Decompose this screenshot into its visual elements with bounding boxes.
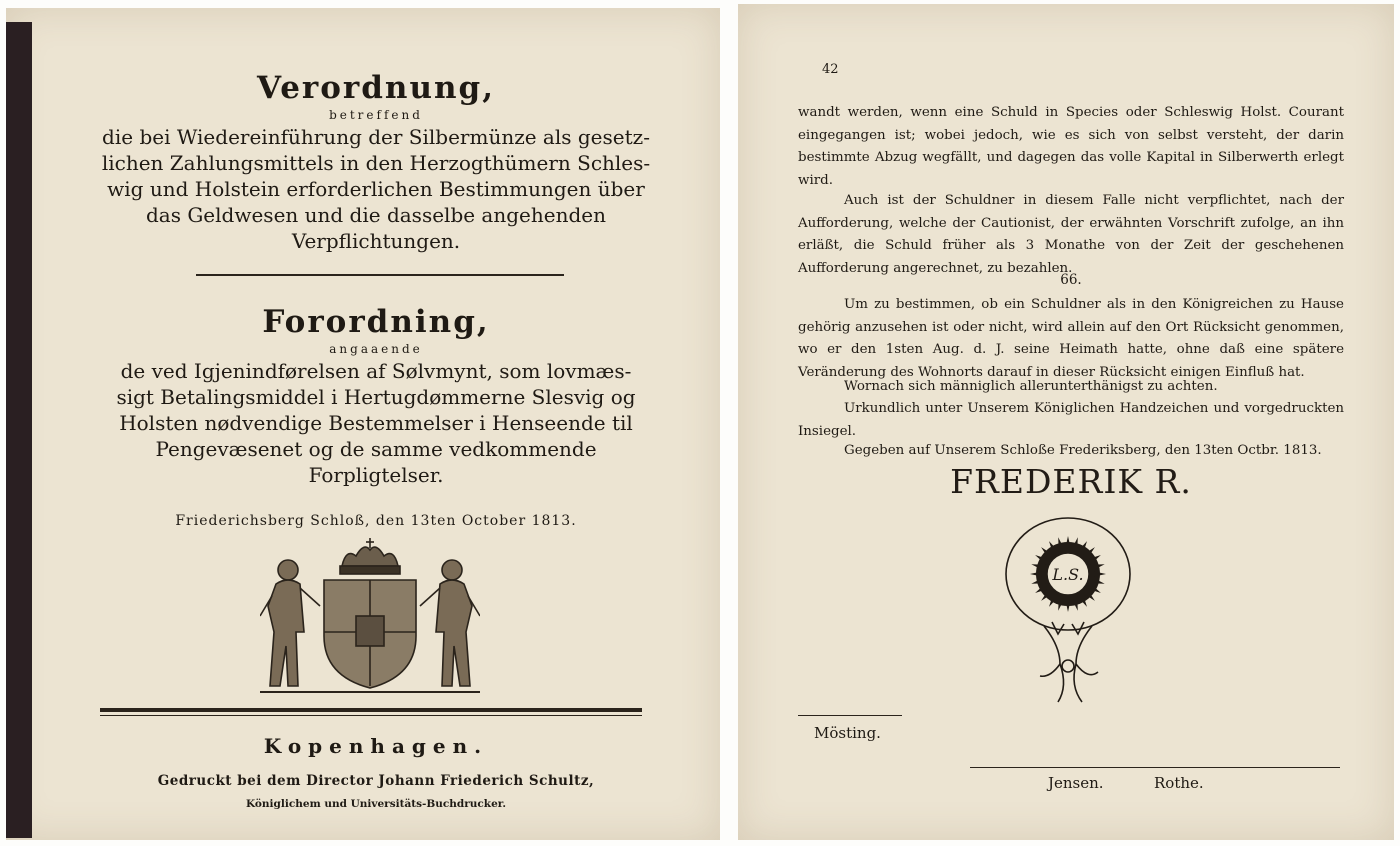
printer-line-2: Königlichem und Universitäts-Buchdrucker. — [246, 798, 506, 810]
printer-line-1: Gedruckt bei dem Director Johann Friederich Schultz, — [157, 773, 595, 789]
coat-of-arms-image — [260, 536, 480, 694]
paragraph-2: Auch ist der Schuldner in diesem Falle nicht verpflichtet, nach der Aufforderung, welche der Cautionist, der erwähnten Vorschrift zufolge, an ihn erläßt, die Schuld früher als 3 Monathe von der Zeit der geschehenen Aufforderung angerechnet, zu bezahlen. — [798, 193, 1344, 276]
body-german-line: die bei Wiedereinführung der Silbermünze als gesetz- — [102, 125, 650, 149]
body-german-line: das Geldwesen und die dasselbe angehenden — [145, 203, 606, 227]
paragraph-4: Wornach sich männiglich allerunterthänigst zu achten. — [844, 379, 1218, 394]
body-danish-line: Forpligtelser. — [308, 463, 444, 487]
dateline: Friederichsberg Schloß, den 13ten October 1813. — [175, 513, 577, 529]
countersign-rule-2 — [970, 767, 1340, 768]
bottom-rule-thin — [100, 715, 642, 716]
countersign-rothe: Rothe. — [1154, 774, 1204, 792]
countersign-rule-1 — [798, 715, 902, 716]
paragraph-3: Um zu bestimmen, ob ein Schuldner als in den Königreichen zu Hause gehörig anzusehen ist oder nicht, wird allein auf den Ort Rücksicht genommen, wo er den 1sten Aug. d. J. seine Heimath hatte, ohne daß eine spätere Veränderung des Wohnorts darauf in dieser Rücksicht einigen Einfluß hat. — [798, 297, 1344, 380]
body-german-line: Verpflichtungen. — [291, 229, 461, 253]
subtitle-german: betreffend — [329, 108, 423, 122]
royal-signature: FREDERIK R. — [950, 462, 1192, 501]
given-at: Gegeben auf Unserem Schloße Frederiksberg, den 13ten Octbr. 1813. — [844, 443, 1322, 458]
title-german: Verordnung, — [256, 70, 496, 106]
countersign-jensen: Jensen. — [1048, 774, 1104, 792]
bottom-rule — [100, 708, 642, 712]
divider-rule — [196, 274, 564, 276]
section-number: 66. — [1060, 272, 1082, 288]
body-danish-line: sigt Betalingsmiddel i Hertugdømmerne Slesvig og — [116, 385, 636, 409]
body-danish-line: Pengevæsenet og de samme vedkommende — [155, 437, 597, 461]
body-german-line: lichen Zahlungsmittels in den Herzogthümern Schles- — [101, 151, 651, 175]
seal-label: L.S. — [1052, 565, 1084, 584]
page-number: 42 — [822, 62, 839, 77]
body-danish — [46, 358, 706, 488]
subtitle-danish: angaaende — [329, 342, 423, 356]
royal-seal-image — [1000, 516, 1136, 706]
paragraph-1: wandt werden, wenn eine Schuld in Species oder Schleswig Holst. Courant eingegangen ist; wobei jedoch, wie es sich von selbst versteht, der darin bestimmte Abzug wegfällt, und dagegen das volle Kapital in Silberwerth erlegt wird. — [798, 105, 1344, 188]
left-page — [6, 8, 720, 840]
countersign-mosting: Mösting. — [814, 724, 881, 742]
book-spine — [6, 22, 32, 838]
body-german-line: wig und Holstein erforderlichen Bestimmungen über — [107, 177, 645, 201]
body-danish-line: Holsten nødvendige Bestemmelser i Henseende til — [119, 411, 633, 435]
body-danish-line: de ved Igjenindførelsen af Sølvmynt, som lovmæs- — [120, 359, 632, 383]
body-german — [46, 124, 706, 254]
right-page — [738, 4, 1394, 840]
paragraph-5: Urkundlich unter Unserem Königlichen Handzeichen und vorgedruckten Insiegel. — [798, 401, 1344, 439]
title-danish: Forordning, — [262, 304, 490, 340]
city: Kopenhagen. — [263, 734, 489, 758]
